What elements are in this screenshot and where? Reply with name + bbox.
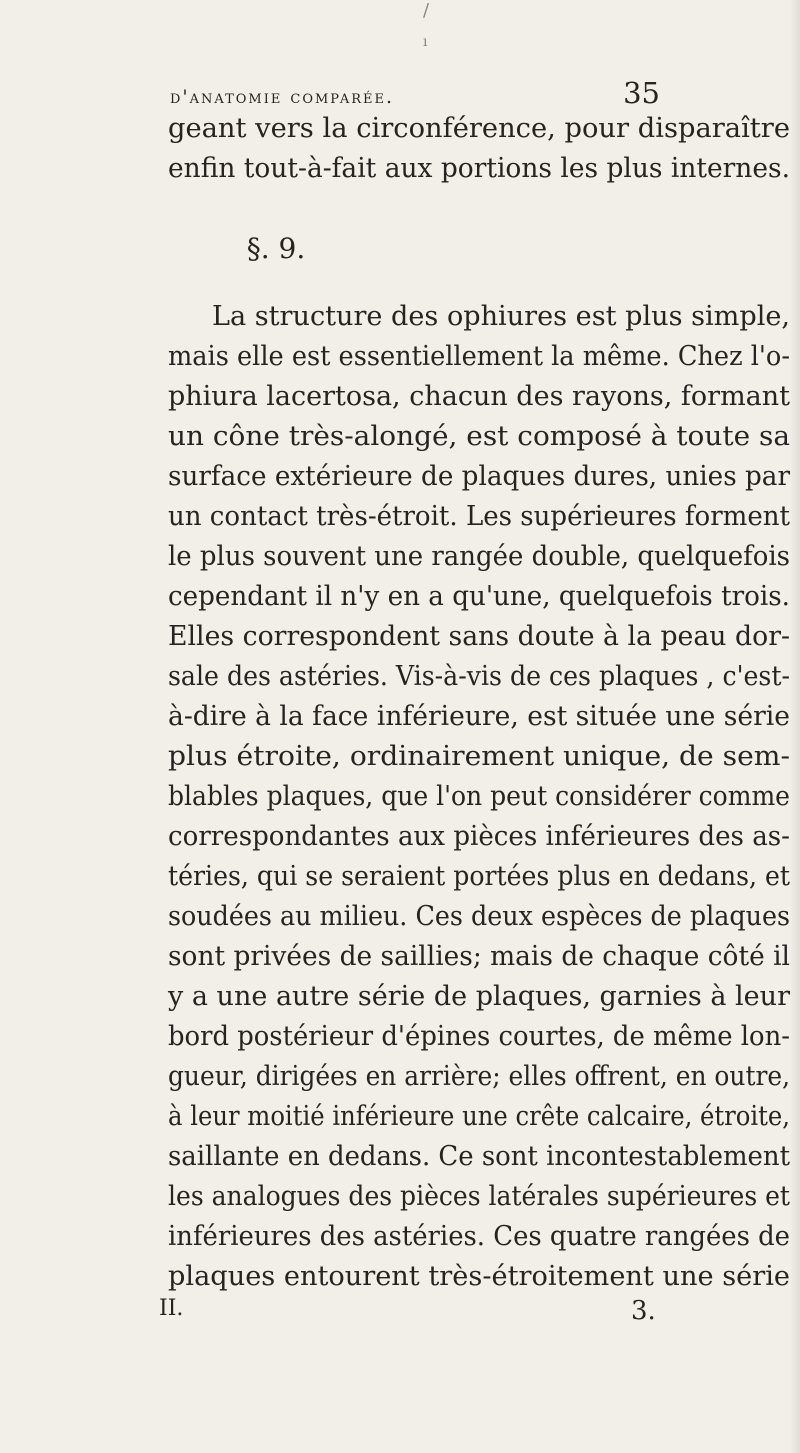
text-line: sont privées de saillies; mais de chaque côté il <box>168 940 790 972</box>
signature-number: 3. <box>631 1296 656 1326</box>
text-line: blables plaques, que l'on peut considérer comme <box>168 780 790 812</box>
page-number: 35 <box>623 76 660 110</box>
text-line: un contact très-étroit. Les supérieures forment <box>168 500 790 532</box>
text-line: enfin tout-à-fait aux portions les plus internes. <box>168 152 790 184</box>
header-title: d'anatomie comparée. <box>170 86 395 108</box>
text-line: le plus souvent une rangée double, quelquefois <box>168 540 790 572</box>
text-line: correspondantes aux pièces inférieures des as- <box>168 820 790 852</box>
text-line: gueur, dirigées en arrière; elles offrent, en outre, <box>168 1060 790 1092</box>
section-heading: §. 9. <box>246 232 306 265</box>
text-line: plaques entourent très-étroitement une série <box>168 1260 790 1292</box>
signature-mark: II. <box>159 1296 184 1321</box>
text-line: inférieures des astéries. Ces quatre rangées de <box>168 1220 790 1252</box>
text-line: saillante en dedans. Ce sont incontestablement <box>168 1140 790 1172</box>
margin-mark: / <box>423 0 430 21</box>
text-line: phiura lacertosa, chacun des rayons, formant <box>168 380 790 412</box>
text-line: y a une autre série de plaques, garnies à leur <box>168 980 790 1012</box>
text-line: un cône très-alongé, est composé à toute sa <box>168 420 791 452</box>
text-line: cependant il n'y en a qu'une, quelquefois trois. <box>168 580 790 612</box>
text-line: sale des astéries. Vis-à-vis de ces plaques , c'est- <box>168 660 790 692</box>
text-line: soudées au milieu. Ces deux espèces de plaques <box>168 900 790 932</box>
text-line: les analogues des pièces latérales supérieures et <box>168 1180 790 1212</box>
text-line: La structure des ophiures est plus simple, <box>212 300 790 332</box>
text-line: bord postérieur d'épines courtes, de même lon- <box>168 1020 790 1052</box>
page-footer <box>0 1296 800 1326</box>
text-line: geant vers la circonférence, pour disparaître <box>168 112 790 144</box>
text-line: à leur moitié inférieure une crête calcaire, étroite, <box>168 1100 790 1132</box>
text-line: Elles correspondent sans doute à la peau dor- <box>168 620 790 652</box>
text-line: surface extérieure de plaques dures, unies par <box>168 460 790 492</box>
text-line: à-dire à la face inférieure, est située une série <box>168 700 790 732</box>
text-line: téries, qui se seraient portées plus en dedans, et <box>168 860 790 892</box>
page-edge-shadow <box>790 0 800 1453</box>
margin-mark: ı <box>423 34 428 50</box>
text-line: mais elle est essentiellement la même. Chez l'o- <box>168 340 790 372</box>
text-line: plus étroite, ordinairement unique, de sem- <box>168 740 790 772</box>
